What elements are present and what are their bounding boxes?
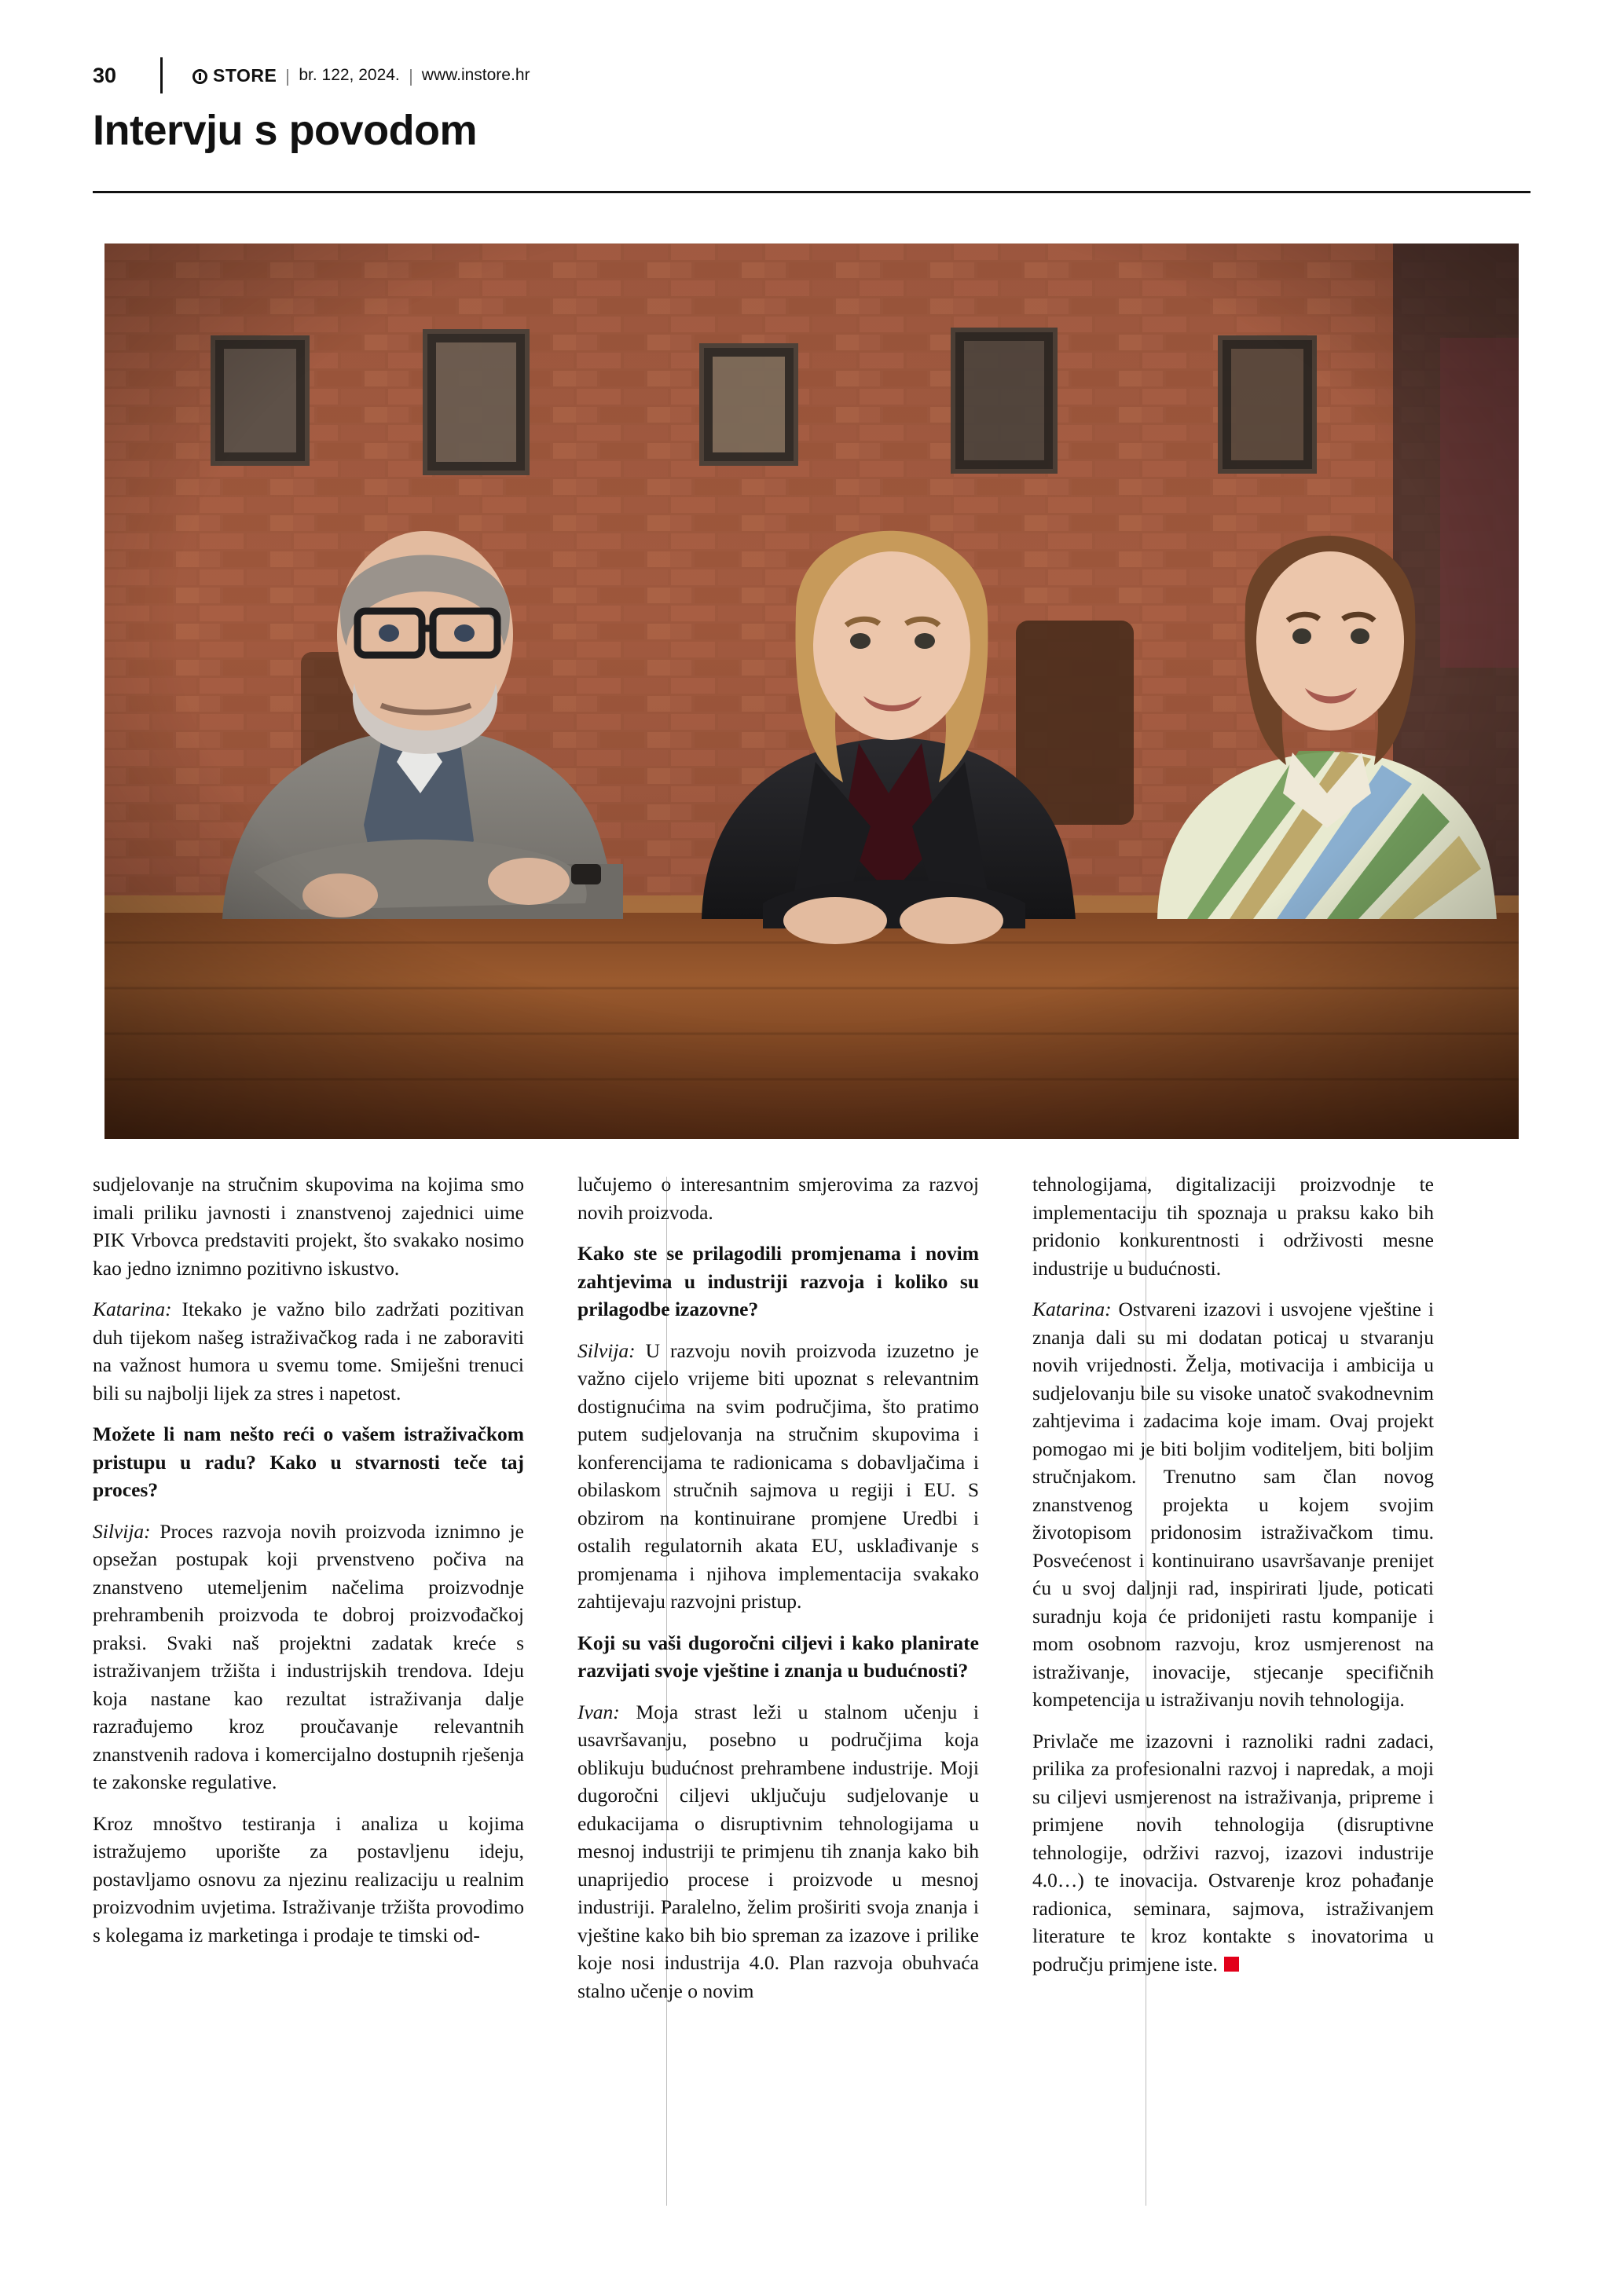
page-title: Intervju s povodom [93,107,478,154]
speaker-name: Silvija: [93,1519,151,1543]
interview-question: Koji su vaši dugoročni ciljevi i kako planirate razvijati svoje vještine i znanja u budućnosti? [577,1631,979,1682]
brand-separator-icon-2 [410,69,412,86]
interview-answer [1032,1295,1434,1714]
body-paragraph: sudjelovanje na stručnim skupovima na kojima smo imali priliku javnosti i znanstvenoj zajednici uime PIK Vrbovca predstaviti projekt, što svakako nosimo kao jedno iznimno pozitivno iskustvo. [93,1173,524,1280]
website-url: www.instore.hr [421,66,530,84]
column-1 [93,1170,548,2223]
end-of-article-mark-icon [1224,1957,1239,1972]
answer-text: Proces razvoja novih proizvoda iznimno je opsežan postupak koji prvenstveno počiva na znanstveno utemeljenim načelima proizvodnje prehrambenih proizvoda te dobroj proizvođačkoj praksi. Svaki naš projektni zadatak kreće s istraživanjem tržišta i industrijskih trendova. Ideju koja nastane kao rezultat istraživanja dalje razrađujemo kroz proučavanje relevantnih znanstvenih radova i komercijalno dostupnih rješenja te zakonske regulative. [93,1519,524,1793]
answer-text: Moja strast leži u stalnom učenju i usavršavanju, posebno u područjima koja oblikuju budućnost prehrambene industrije. Moji dugoročni ciljevi uključuju sudjelovanje u edukacijama o disruptivnim tehnologijama u mesnoj industriji te primjenu tih znanja kako bih unaprijedio procese i proizvode u mesnoj industriji. Paralelno, želim proširiti svoja znanja i vještine kako bih bio spreman za izazove i prilike koje nosi industrija 4.0. Plan razvoja obuhvaća stalno učenje o novim [577,1700,979,2002]
instore-logo [192,65,277,86]
header-rule [93,191,1531,193]
column-2 [548,1170,1003,2223]
speaker-name: Katarina: [1032,1298,1112,1320]
brand-bar [192,65,530,86]
answer-text: U razvoju novih proizvoda izuzetno je važno cijelo vrijeme biti upoznat s relevantnim dostignućima na svim područjima, što pratimo putem sudjelovanja na stručnim skupovima i konferencijama te radionicama s dobavljačima i obilaskom stručnih sajmova u regiji i EU. S obzirom na kontinuirane promjene Uredbi i ostalih regulatornih akata EU, usklađivanje s promjenama i njihova implementacija svakako zahtijevaju razvojni pristup. [577,1338,979,1613]
masthead-divider [160,57,163,93]
photo-illustration [104,244,1519,1139]
interview-answer [93,1295,524,1407]
body-paragraph: lučujemo o interesantnim smjerovima za razvoj novih proizvoda. [577,1173,979,1224]
interview-answer [577,1698,979,2005]
speaker-name: Silvija: [577,1338,636,1362]
brand-name: STORE [213,64,277,86]
masthead [93,57,1531,94]
page-number: 30 [93,63,117,87]
interview-photo [104,244,1519,1139]
answer-text: Itekako je važno bilo zadržati pozitivan duh tijekom našeg istraživačkog rada i ne zaboraviti na važnost humora u svemu tome. Smiješni trenuci bili su najbolji lijek za stres i napetost. [93,1298,524,1404]
issue-label: br. 122, 2024. [299,66,400,84]
column-3 [1003,1170,1457,2223]
body-paragraph: Privlače me izazovni i raznoliki radni zadaci, prilika za profesionalni razvoj i napredak, a moji su ciljevi usmjerenost na istraživanja, pripreme i primjene novih tehnologija (disruptivne tehnologije, održivi razvoj, izazovi industrije 4.0…) te inovacija. Ostvarenje kroz pohađanje radionica, seminara, sajmova, istraživanjem literature te kroz kontakte s inovatorima u području primjene iste. [1032,1729,1434,1976]
body-paragraph: tehnologijama, digitalizaciji proizvodnje te implementaciju tih spoznaja u praksu kako bih pridonio konkurentnosti i održivosti mesne industrije u budućnosti. [1032,1173,1434,1280]
interview-question: Kako ste se prilagodili promjenama i novim zahtjevima u industriji razvoja i koliko su prilagodbe izazovne? [577,1242,979,1320]
instore-mark-icon [192,69,207,84]
speaker-name: Katarina: [93,1298,172,1320]
interview-answer [577,1337,979,1616]
interview-answer [93,1518,524,1796]
speaker-name: Ivan: [577,1700,620,1723]
interview-question: Možete li nam nešto reći o vašem istraživačkom pristupu u radu? Kako u stvarnosti teče taj proces? [93,1423,524,1501]
brand-separator-icon [287,69,288,86]
answer-text: Ostvareni izazovi i usvojene vještine i znanja dali su mi dodatan poticaj u stvaranju novih vrijednosti. Želja, motivacija i ambicija u sudjelovanju bile su visoke unatoč svakodnevnim zahtjevima i zadacima koje imam. Ovaj projekt pomogao mi je biti boljim voditeljem, biti boljim stručnjakom. Trenutno sam član novog znanstvenog projekta u kojem svojim životopisom pridonosim istraživačkom timu. Posvećenost i kontinuirano usavršavanje prenijet ću u svoj daljnji rad, inspirirati ljude, poticati suradnju koja će pridonijeti rastu kompanije i mom osobnom razvoju, kroz usmjerenost na istraživanje, inovacije, stjecanje specifičnih kompetencija u istraživanju novih tehnologija. [1032,1298,1434,1711]
article-body [93,1170,1532,2223]
body-paragraph: Kroz mnoštvo testiranja i analiza u kojima istražujemo uporište za postavljenu ideju, postavljamo osnovu za njezinu realizaciju u realnim proizvodnim uvjetima. Istraživanje tržišta provodimo s kolegama iz marketinga i prodaje te timski od- [93,1811,524,1946]
